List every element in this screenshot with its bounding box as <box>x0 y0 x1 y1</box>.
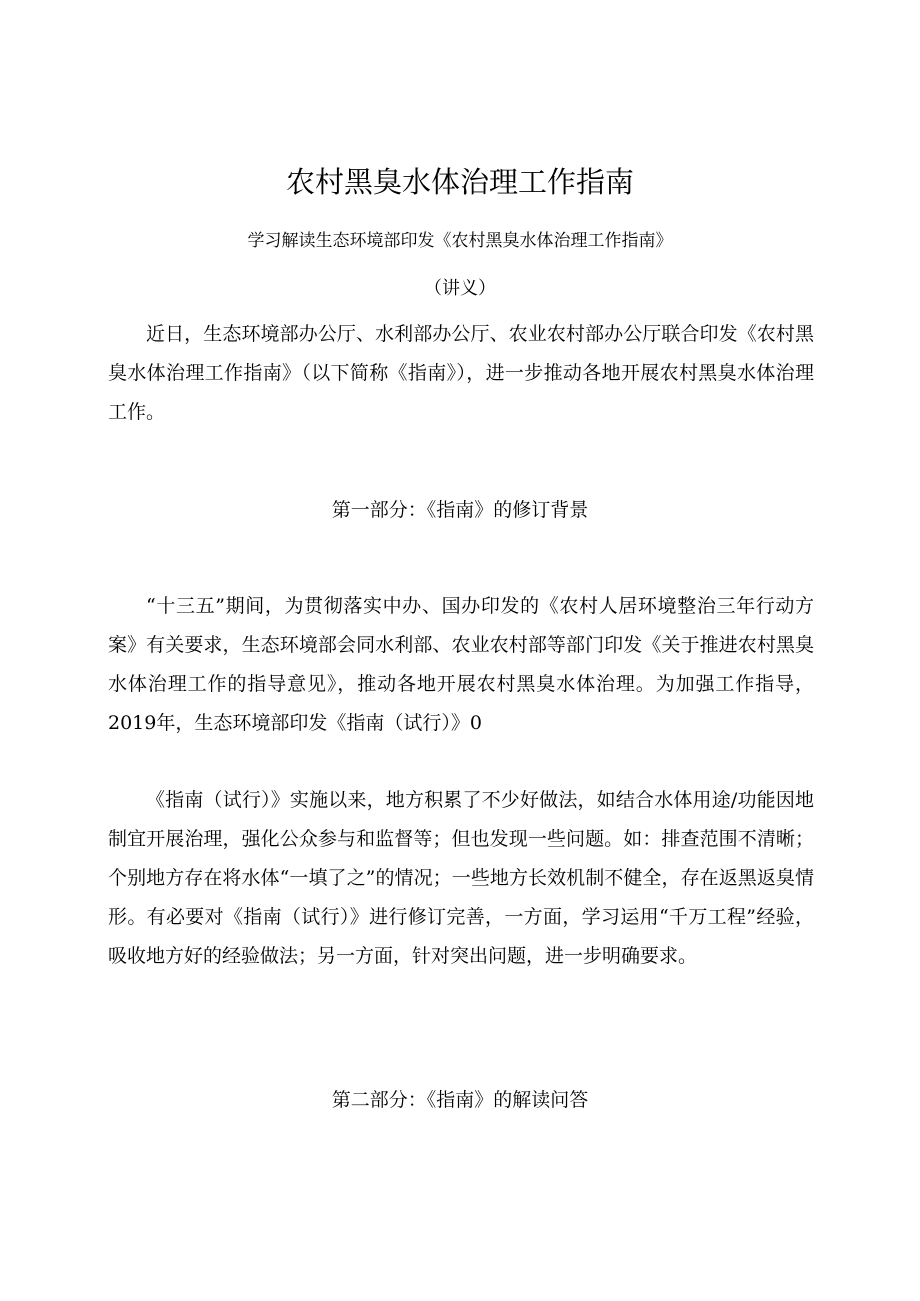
section-heading-qa: 第二部分：《指南》的解读问答 <box>331 1089 589 1111</box>
document-subtitle: 学习解读生态环境部印发《农村黑臭水体治理工作指南》 <box>247 231 673 251</box>
background-paragraph-1: “十三五”期间，为贯彻落实中办、国办印发的《农村人居环境整治三年行动方案》有关要求，生态环境部会同水利部、农业农村部等部门印发《关于推进农村黑臭水体治理工作的指导意见》，推动各地开展农村黑臭水体治理。为加强工作指导，2019年，生态环境部印发《指南（试行）》0 <box>108 595 814 734</box>
background-paragraph-2: 《指南（试行）》实施以来，地方积累了不少好做法，如结合水体用途/功能因地制宜开展治理，强化公众参与和监督等；但也发现一些问题。如：排查范围不清晰；个别地方存在将水体“一填了之”的情况；一些地方长效机制不健全，存在返黑返臭情形。有必要对《指南（试行）》进行修订完善，一方面，学习运用“千万工程”经验，吸收地方好的经验做法；另一方面，针对突出问题，进一步明确要求。 <box>108 789 814 967</box>
document-title: 农村黑臭水体治理工作指南 <box>285 165 634 199</box>
intro-paragraph: 近日，生态环境部办公厅、水利部办公厅、农业农村部办公厅联合印发《农村黑臭水体治理工作指南》（以下简称《指南》），进一步推动各地开展农村黑臭水体治理工作。 <box>108 323 814 423</box>
section-heading-background: 第一部分：《指南》的修订背景 <box>331 499 589 521</box>
lecture-note-label: （讲义） <box>424 278 496 299</box>
